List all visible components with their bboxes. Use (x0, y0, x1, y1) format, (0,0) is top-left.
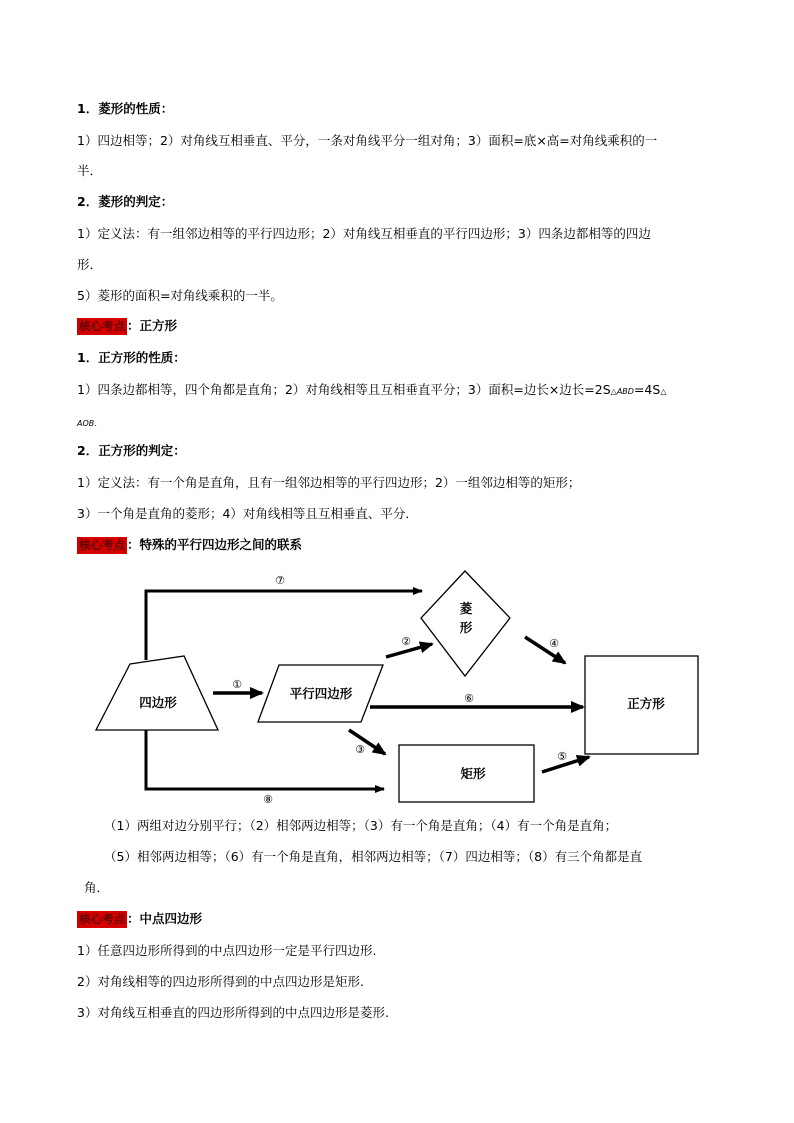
midpoint-line1: 1）任意四边形所得到的中点四边形一定是平行四边形. (77, 943, 377, 958)
core-point-badge: 核心考点 (79, 538, 125, 552)
arrow-7-number: ⑦ (275, 574, 285, 587)
midpoint-section-label: ：中点四边形 (127, 911, 203, 926)
arrow-8-number: ⑧ (263, 793, 273, 806)
parallelogram-label: 平行四边形 (289, 686, 353, 701)
rhombus-judgement-heading: 2．菱形的判定： (77, 194, 174, 209)
core-point-badge: 核心考点 (79, 319, 125, 333)
square-formula-sub1: △ABD (610, 387, 634, 396)
square-judgement-line2: 3）一个角是直角的菱形；4）对角线相等且互相垂直、平分． (77, 506, 418, 521)
relation-legend-line3: 角． (84, 880, 110, 895)
arrow-8 (146, 730, 384, 789)
square-judgement-heading: 2．正方形的判定： (77, 443, 186, 458)
arrow-5-number: ⑤ (557, 750, 567, 763)
square-formula-mid: =4S (633, 382, 661, 397)
rhombus-properties-heading: 1．菱形的性质： (77, 101, 174, 116)
relation-legend-line1: （1）两组对边分别平行；（2）相邻两边相等；（3）有一个角是直角；（4）有一个角是直角； (104, 818, 618, 833)
square-properties-heading: 1．正方形的性质： (77, 350, 186, 365)
rhombus-area-line: 5）菱形的面积=对角线乘积的一半。 (77, 288, 283, 303)
rhombus-properties-line2: 半． (77, 163, 103, 178)
quadrilateral-label: 四边形 (139, 695, 177, 710)
arrow-6-number: ⑥ (464, 692, 474, 705)
arrow-2-number: ② (401, 635, 411, 648)
relation-section-label: ：特殊的平行四边形之间的联系 (127, 537, 303, 552)
square-properties-text: 1）四条边都相等，四个角都是直角；2）对角线相等且互相垂直平分；3）面积=边长×边长=2S (77, 382, 611, 397)
square-label: 正方形 (627, 696, 665, 711)
rhombus-judgement-line1: 1）定义法：有一组邻边相等的平行四边形；2）对角线互相垂直的平行四边形；3）四条边都相等的四边 (77, 226, 651, 241)
midpoint-section-title (77, 911, 202, 928)
rhombus-label-bottom: 形 (459, 620, 473, 635)
rectangle-label: 矩形 (460, 766, 486, 781)
arrow-4 (525, 637, 565, 663)
square-section-label: ：正方形 (127, 318, 178, 333)
midpoint-line3: 3）对角线互相垂直的四边形所得到的中点四边形是菱形. (77, 1005, 389, 1020)
square-formula-sub2: △ (660, 387, 667, 396)
rhombus-label-top: 菱 (459, 601, 473, 616)
arrow-3-number: ③ (355, 743, 365, 756)
quadrilateral-shape (96, 656, 218, 730)
midpoint-line2: 2）对角线相等的四边形所得到的中点四边形是矩形. (77, 974, 364, 989)
arrow-4-number: ④ (549, 637, 559, 650)
square-judgement-line1: 1）定义法：有一个角是直角，且有一组邻边相等的平行四边形；2）一组邻边相等的矩形； (77, 475, 581, 490)
rhombus-properties-line1: 1）四边相等；2）对角线互相垂直、平分，一条对角线平分一组对角；3）面积=底×高=对角线乘积的一 (77, 133, 658, 148)
core-point-badge: 核心考点 (79, 912, 125, 926)
arrow-7 (146, 591, 422, 660)
rhombus-judgement-line2: 形． (77, 257, 103, 272)
square-properties-line2: AOB． (77, 419, 103, 428)
arrow-1-number: ① (232, 678, 242, 691)
relation-legend-line2: （5）相邻两边相等；（6）有一个角是直角，相邻两边相等；（7）四边相等；（8）有三个角都是直 (104, 849, 643, 864)
